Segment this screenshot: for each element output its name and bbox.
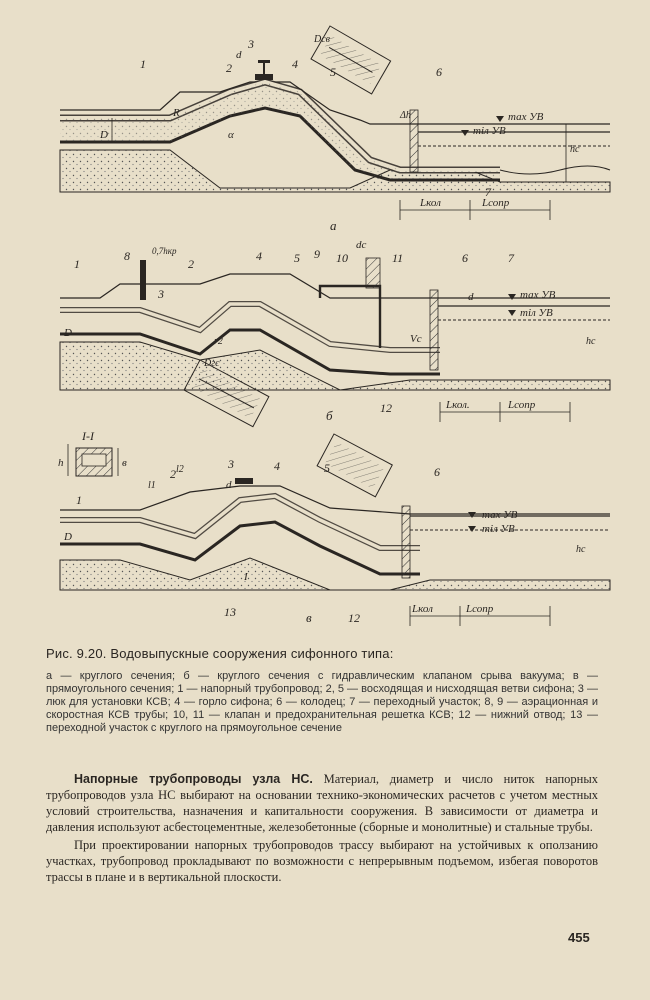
- fig-v-symbol-b: в: [122, 457, 127, 469]
- fig-a-dim-lsopr: Lсопр: [482, 197, 510, 209]
- fig-a-label-7: 7: [485, 185, 491, 199]
- fig-a-label-6: 6: [436, 65, 442, 79]
- paragraph-2: При проектировании напорных трубопроводов трассу выбирают на устойчивых к оползанию участках, трубопровод прокладывают по возможности с непрерывным подъемом, избегая поворотов трассы в плане и в вертикальной плоскости.: [46, 838, 598, 884]
- fig-b-water-max: тах УВ: [520, 289, 556, 301]
- fig-v-symbol-l2: l2: [176, 464, 184, 475]
- fig-v-symbol-I: I: [244, 571, 248, 583]
- figure-caption: [46, 646, 596, 662]
- fig-v-label-12: 12: [348, 611, 360, 625]
- fig-v-label-13: 13: [224, 605, 236, 619]
- fig-v-dim-lsopr: Lсопр: [466, 603, 494, 615]
- fig-b-label-12: 12: [380, 401, 392, 415]
- fig-a-label-3: 3: [248, 37, 254, 51]
- fig-b-symbol-d: d: [468, 291, 474, 303]
- figure-panel-b: [30, 240, 620, 430]
- fig-v-label-6: 6: [434, 465, 440, 479]
- fig-v-symbol-h: h: [58, 457, 64, 469]
- fig-a-symbol-hc: hc: [570, 144, 580, 155]
- body-text: [46, 771, 598, 885]
- fig-a-symbol-R: R: [173, 107, 180, 119]
- fig-b-symbol-hc: hc: [586, 336, 596, 347]
- fig-a-symbol-dh: Δh: [400, 110, 411, 121]
- fig-a-water-min: тіл УВ: [473, 125, 506, 137]
- fig-a-symbol-alpha: α: [228, 129, 234, 141]
- fig-b-symbol-hnp: 0,7hкр: [152, 246, 177, 256]
- fig-b-label-11: 11: [392, 251, 404, 265]
- fig-a-dim-lkol: Lкол: [420, 197, 441, 209]
- figure-panel-a: [30, 20, 620, 235]
- fig-a-water-max: тах УВ: [508, 111, 544, 123]
- section-heading: Напорные трубопроводы узла НС.: [74, 772, 313, 786]
- figure-legend: а — круглого сечения; б — круглого сечения с гидравлическим клапаном срыва вакуума; в — прямоугольного сечения; 1 — напорный трубопровод; 2, 5 — восходящая и нисходящая ветви сифона; 3 — люк для установки КСВ; 4 — горло сифона; 6 — колодец; 7 — переходный участок; 8, 9 — аэрационная и скоростная КСВ трубы; 10, 11 — клапан и предохранительная решетка КСВ; 12 — нижний отвод; 13 — переходной участок с круглого на прямоугольное сечение: [46, 670, 598, 734]
- fig-b-label-2: 2: [188, 257, 194, 271]
- fig-v-dim-lkol: Lкол: [412, 603, 433, 615]
- fig-v-label-2: 2: [170, 467, 176, 481]
- fig-b-symbol-r2: r2: [214, 336, 223, 347]
- fig-v-water-min: тіл УВ: [482, 523, 515, 535]
- fig-v-water-max: тах УВ: [482, 509, 518, 521]
- fig-v-symbol-d: d: [226, 479, 232, 491]
- fig-b-dim-lkol: Lкол.: [446, 399, 470, 411]
- fig-v-label-3: 3: [228, 457, 234, 471]
- fig-b-symbol-drc: Dгс: [204, 358, 220, 369]
- fig-v-label-1: 1: [76, 493, 82, 507]
- fig-v-symbol-D: D: [64, 531, 72, 543]
- fig-b-label-8: 8: [124, 249, 130, 263]
- caption-title: Рис. 9.20. Водовыпускные сооружения сифонного типа:: [46, 646, 394, 661]
- fig-v-label-5: 5: [324, 461, 330, 475]
- fig-v-label-4: 4: [274, 459, 280, 473]
- fig-b-label-6: 6: [462, 251, 468, 265]
- fig-b-dim-lsopr: Lсопр: [508, 399, 536, 411]
- fig-b-symbol-vc: Vc: [410, 333, 422, 345]
- paragraph-1-text: Материал, диаметр и число ниток напорных трубопроводов узла НС выбирают на основании технико-экономических расчетов с учетом местных условий строительства, назначения и капитальности сооружения. В зависимости от диаметра и давления используют асбестоцементные, железобетонные (сборные и монолитные) и стальные трубы.: [46, 772, 598, 834]
- fig-b-label-9: 9: [314, 247, 320, 261]
- fig-a-label-2: 2: [226, 61, 232, 75]
- fig-a-label-4: 4: [292, 57, 298, 71]
- fig-b-label-3: 3: [158, 287, 164, 301]
- fig-b-water-min: тіл УВ: [520, 307, 553, 319]
- fig-a-symbol-dcb: Dсв: [314, 34, 331, 45]
- figure-panel-v: [30, 430, 620, 630]
- page-number: 455: [568, 930, 590, 945]
- fig-v-panel-letter: в: [306, 610, 312, 625]
- fig-b-symbol-D: D: [64, 327, 72, 339]
- fig-b-label-7: 7: [508, 251, 514, 265]
- fig-b-label-5: 5: [294, 251, 300, 265]
- fig-a-symbol-d: d: [236, 49, 242, 61]
- fig-a-label-1: 1: [140, 57, 146, 71]
- fig-a-symbol-D: D: [100, 129, 108, 141]
- paragraph-1: [46, 771, 598, 835]
- fig-a-panel-letter: а: [330, 218, 337, 233]
- fig-b-label-1: 1: [74, 257, 80, 271]
- section-inset: [68, 444, 118, 476]
- fig-a-label-5: 5: [330, 65, 336, 79]
- fig-b-label-10: 10: [336, 251, 348, 265]
- fig-b-panel-letter: б: [326, 408, 333, 423]
- fig-v-symbol-l1: l1: [148, 480, 156, 491]
- fig-b-label-4: 4: [256, 249, 262, 263]
- fig-b-symbol-dc: dc: [356, 240, 367, 251]
- fig-v-section-title: I-I: [82, 430, 94, 443]
- fig-v-symbol-hc: hc: [576, 544, 586, 555]
